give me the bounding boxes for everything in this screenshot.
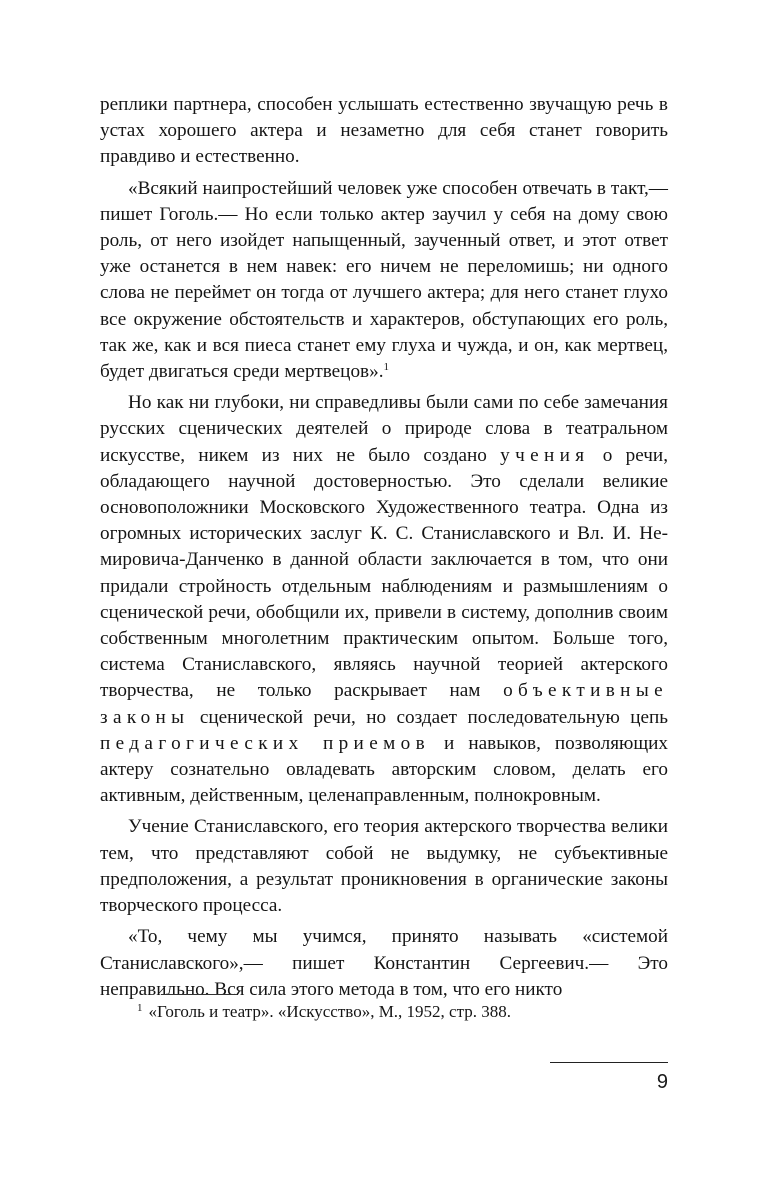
paragraph-text: сценической речи, но создает последовательную цепь xyxy=(189,706,668,728)
paragraph-text: Учение Станиславского, его теория актерского творчества велики тем, что представляют собой не выдумку, не субъективные предположения, а результат проникновения в органические законы творческого процесса. xyxy=(100,816,668,917)
emphasized-text: учения xyxy=(500,444,590,466)
page-number: 9 xyxy=(656,1071,668,1093)
footnote xyxy=(137,1000,668,1024)
paragraph-text: «Всякий наипростейший человек уже способен отвечать в такт,— пишет Гоголь.— Но если только актер заучил у себя на дому свою роль, от него изойдет напыщенный, заученный ответ, и этот ответ уже останется в нем навек: его ничем не переломишь; ни одного слова не переймет он тогда от лучшего актера; для него станет глухо все окружение обстоятельств и характеров, обступающих его роль, так же, как и вся пиеса станет ему глуха и чужда, и он, как мертвец, будет двигаться среди мертвецов». xyxy=(100,177,668,383)
footnote-marker: 1 xyxy=(137,1002,143,1014)
footnote-separator xyxy=(161,994,237,995)
body-text xyxy=(100,92,668,1003)
paragraph xyxy=(100,92,668,171)
emphasized-text: педагогических приемов xyxy=(100,732,431,754)
emphasized-text: объективные законы xyxy=(100,680,668,728)
paragraph xyxy=(100,390,668,809)
paragraph xyxy=(100,924,668,1003)
footnote-text: «Гоголь и театр». «Искусство», М., 1952, стр. 388. xyxy=(148,1002,511,1021)
footnote-reference: 1 xyxy=(383,361,389,374)
paragraph-text: «То, чему мы учимся, принято называть «системой Станиславского»,— пишет Константин Сергеевич.— Это неправильно. Вся сила этого метода в том, что его никто xyxy=(100,926,668,1000)
page-number-rule xyxy=(550,1062,668,1063)
paragraph-text: о речи, обладающего научной достоверностью. Это сделали великие основоположники Московского Художественного театра. Одна из огромных исторических заслуг К. С. Станиславского и Вл. И. Немировича-Данченко в данной области заключается в том, что они придали стройность отдельным наблюдениям и размышлениям о сценической речи, обобщили их, привели в систему, дополнив своим собственным многолетним практическим опытом. Больше того, система Станиславского, являясь научной теорией актерского творчества, не только раскрывает нам xyxy=(100,444,668,702)
paragraph-text: Но как ни глубоки, ни справедливы были сами по себе замечания русских сценических деятелей о природе слова в театральном искусстве, никем из них не было создано xyxy=(100,392,668,466)
paragraph xyxy=(100,176,668,386)
paragraph xyxy=(100,814,668,919)
paragraph-text: реплики партнера, способен услышать естественно звучащую речь в устах хорошего актера и незаметно для себя станет говорить правдиво и естественно. xyxy=(100,94,668,168)
paragraph-text: и навыков, позволяющих актеру сознательно овладевать авторским словом, делать его активным, действенным, целенаправленным, полнокровным. xyxy=(100,732,668,807)
